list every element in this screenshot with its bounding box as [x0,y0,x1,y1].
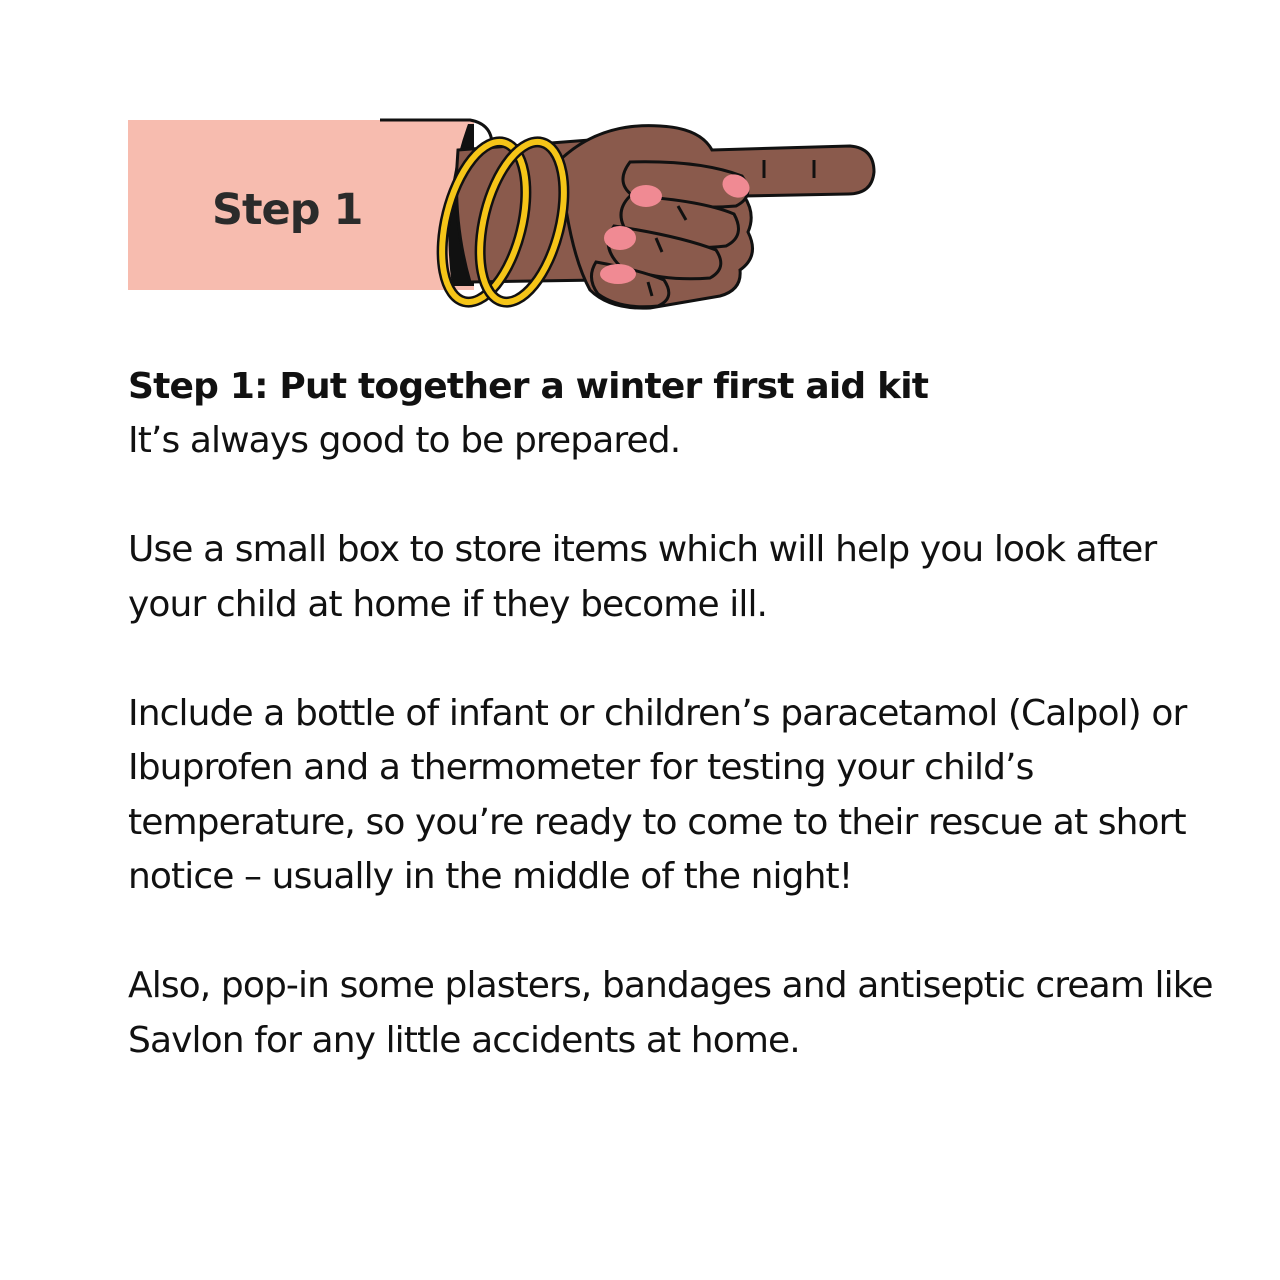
paragraph: Use a small box to store items which will help you look after your child at home if they become ill. [128,529,1157,625]
step-label: Step 1 [212,185,363,235]
step-banner [0,0,1280,330]
fingernail [630,185,662,207]
intro-text: It’s always good to be prepared. [128,420,681,461]
pointing-hand-illustration [0,0,1280,330]
step-heading: Step 1: Put together a winter first aid kit [128,366,929,407]
paragraph: Include a bottle of infant or children’s paracetamol (Calpol) or Ibuprofen and a thermometer for testing your child’s temperature, so you’re ready to come to their rescue at short notice – usually in the middle of the night! [128,692,1187,897]
paragraph: Also, pop-in some plasters, bandages and antiseptic cream like Savlon for any little accidents at home. [128,965,1213,1061]
fingernail [600,264,636,284]
fingernail [604,226,636,250]
article-body [128,360,1238,1068]
